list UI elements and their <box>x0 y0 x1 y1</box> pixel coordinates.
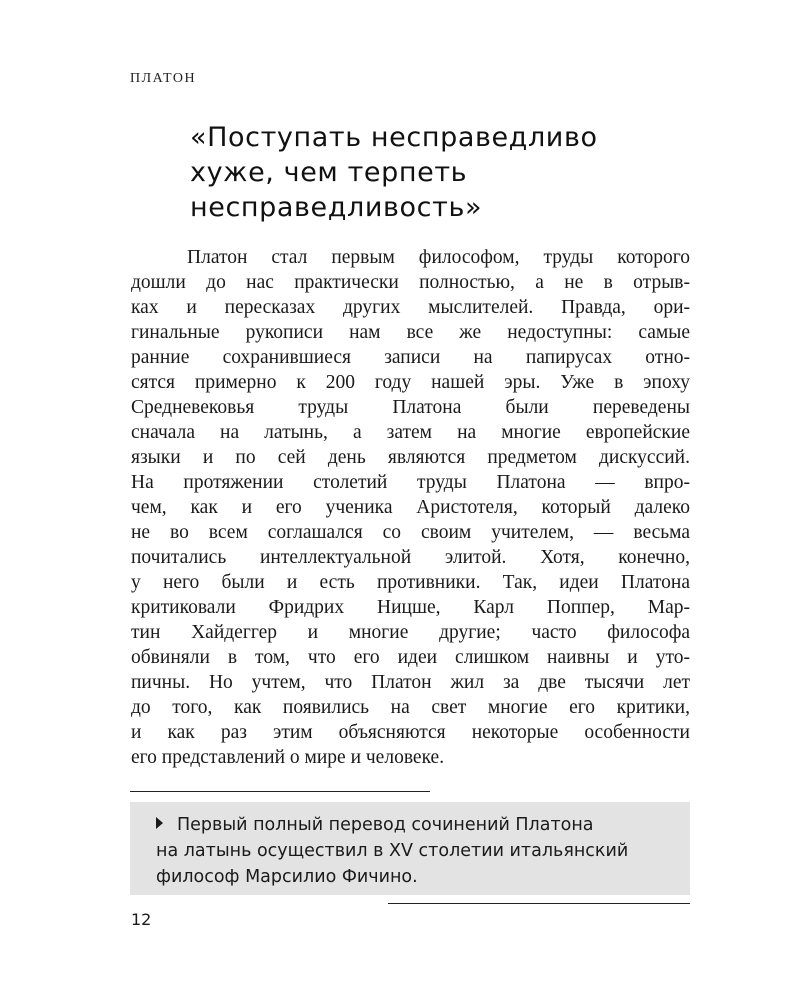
callout-line <box>156 812 666 838</box>
body-line: критиковали Фридрих Ницше, Карл Поппер, Мар- <box>131 597 690 618</box>
body-line: гинальные рукописи нам все же недоступны: самые <box>131 322 690 343</box>
callout-line: философ Марсилио Фичино. <box>156 867 418 887</box>
callout-bottom-rule <box>388 903 690 904</box>
running-header: ПЛАТОН <box>130 71 197 86</box>
body-line: и как раз этим объясняются некоторые особенности <box>131 722 690 743</box>
body-line: тин Хайдеггер и многие другие; часто философа <box>131 622 690 643</box>
body-line: пичны. Но учтем, что Платон жил за две тысячи лет <box>131 672 690 693</box>
body-line: до того, как появились на свет многие его критики, <box>131 697 690 718</box>
body-line: сначала на латынь, а затем на многие европейские <box>131 422 690 443</box>
chapter-title-line: несправедливость» <box>190 192 483 223</box>
body-line: На протяжении столетий труды Платона — впро- <box>131 472 690 493</box>
body-line: Средневековья труды Платона были переведены <box>131 397 690 418</box>
chapter-title-line: «Поступать несправедливо <box>190 122 598 153</box>
body-line: сятся примерно к 200 году нашей эры. Уже в эпоху <box>131 372 690 393</box>
page-number: 12 <box>131 910 152 929</box>
body-line: ранние сохранившиеся записи на папирусах отно- <box>131 347 690 368</box>
callout-line: на латынь осуществил в XV столетии итальянский <box>156 841 629 861</box>
body-line: чем, как и его ученика Аристотеля, который далеко <box>131 497 690 518</box>
body-line: не во всем соглашался со своим учителем, — весьма <box>131 522 690 543</box>
body-line: у него были и есть противники. Так, идеи Платона <box>131 572 690 593</box>
callout-line-text: Первый полный перевод сочинений Платона <box>177 815 594 835</box>
body-line: Платон стал первым философом, труды которого <box>187 247 690 268</box>
body-line: почитались интеллектуальной элитой. Хотя, конечно, <box>131 547 690 568</box>
callout-box <box>130 802 690 895</box>
body-line: обвиняли в том, что его идеи слишком наивны и уто- <box>131 647 690 668</box>
callout-top-rule <box>130 791 430 792</box>
body-line: дошли до нас практически полностью, а не в отрыв- <box>131 272 690 293</box>
body-paragraph <box>131 245 690 770</box>
chapter-title <box>190 120 690 225</box>
body-line: языки и по сей день являются предметом дискуссий. <box>131 447 690 468</box>
chapter-title-line: хуже, чем терпеть <box>190 157 468 188</box>
callout-text <box>156 812 666 890</box>
body-line: ках и пересказах других мыслителей. Правда, ори- <box>131 297 690 318</box>
body-line: его представлений о мире и человеке. <box>131 747 445 768</box>
triangle-bullet-icon <box>156 817 163 829</box>
